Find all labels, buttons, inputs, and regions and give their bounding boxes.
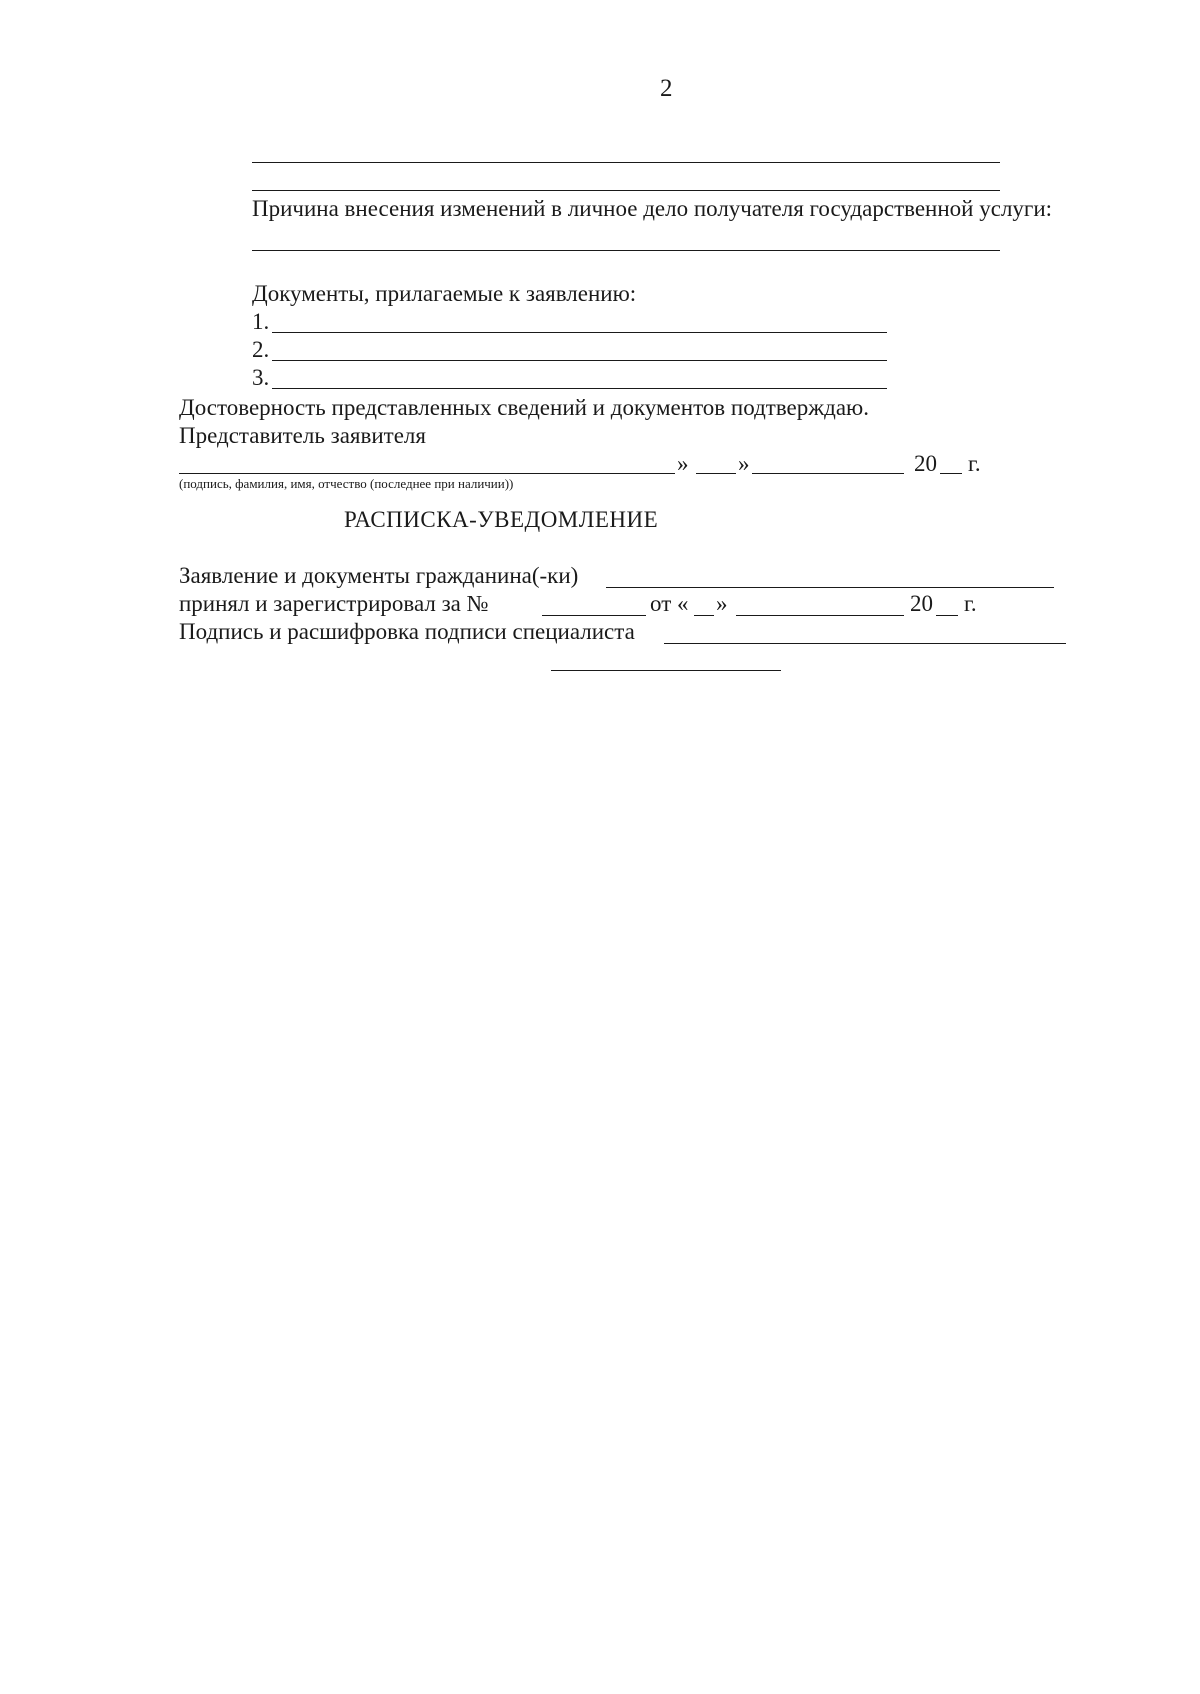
receipt-title: РАСПИСКА-УВЕДОМЛЕНИЕ (344, 507, 659, 532)
document-item-1-line (272, 332, 887, 333)
change-reason-line (252, 250, 1000, 251)
date-day-line (696, 473, 736, 474)
receipt-year-line (936, 615, 958, 616)
date-year-line (940, 473, 962, 474)
document-item-2-line (272, 360, 887, 361)
receipt-date-from: от « (650, 591, 689, 616)
receipt-citizen-line (606, 587, 1054, 588)
receipt-month-line (736, 615, 904, 616)
document-item-2-number: 2. (252, 337, 270, 362)
document-item-1-number: 1. (252, 309, 270, 334)
date-year-suffix: г. (968, 451, 981, 476)
receipt-date-quote-close: » (716, 591, 728, 616)
receipt-day-line (694, 615, 714, 616)
signature-caption: (подпись, фамилия, имя, отчество (последнее при наличии)) (179, 476, 514, 491)
date-month-line (752, 473, 904, 474)
blank-line-1 (252, 162, 1000, 163)
date-quote-close: » (738, 451, 750, 476)
documents-title: Документы, прилагаемые к заявлению: (252, 281, 637, 306)
change-reason-label: Причина внесения изменений в личное дело получателя государственной услуги: (252, 196, 1053, 221)
blank-line-2 (252, 190, 1000, 191)
representative-signature-line (179, 473, 675, 474)
date-year-prefix: 20 (914, 451, 937, 476)
receipt-year-suffix: г. (964, 591, 977, 616)
page-number: 2 (660, 75, 673, 102)
receipt-specialist-label: Подпись и расшифровка подписи специалиста (179, 619, 635, 644)
receipt-number-line (542, 615, 646, 616)
receipt-year-prefix: 20 (910, 591, 933, 616)
document-item-3-number: 3. (252, 365, 270, 390)
representative-label: Представитель заявителя (179, 423, 426, 448)
date-quote-open: » (677, 451, 689, 476)
document-item-3-line (272, 388, 887, 389)
receipt-registered-label: принял и зарегистрировал за № (179, 591, 489, 616)
receipt-citizen-label: Заявление и документы гражданина(-ки) (179, 563, 579, 588)
confirmation-statement: Достоверность представленных сведений и документов подтверждаю. (179, 395, 869, 420)
receipt-specialist-line (664, 643, 1066, 644)
closing-separator-line (551, 670, 781, 671)
